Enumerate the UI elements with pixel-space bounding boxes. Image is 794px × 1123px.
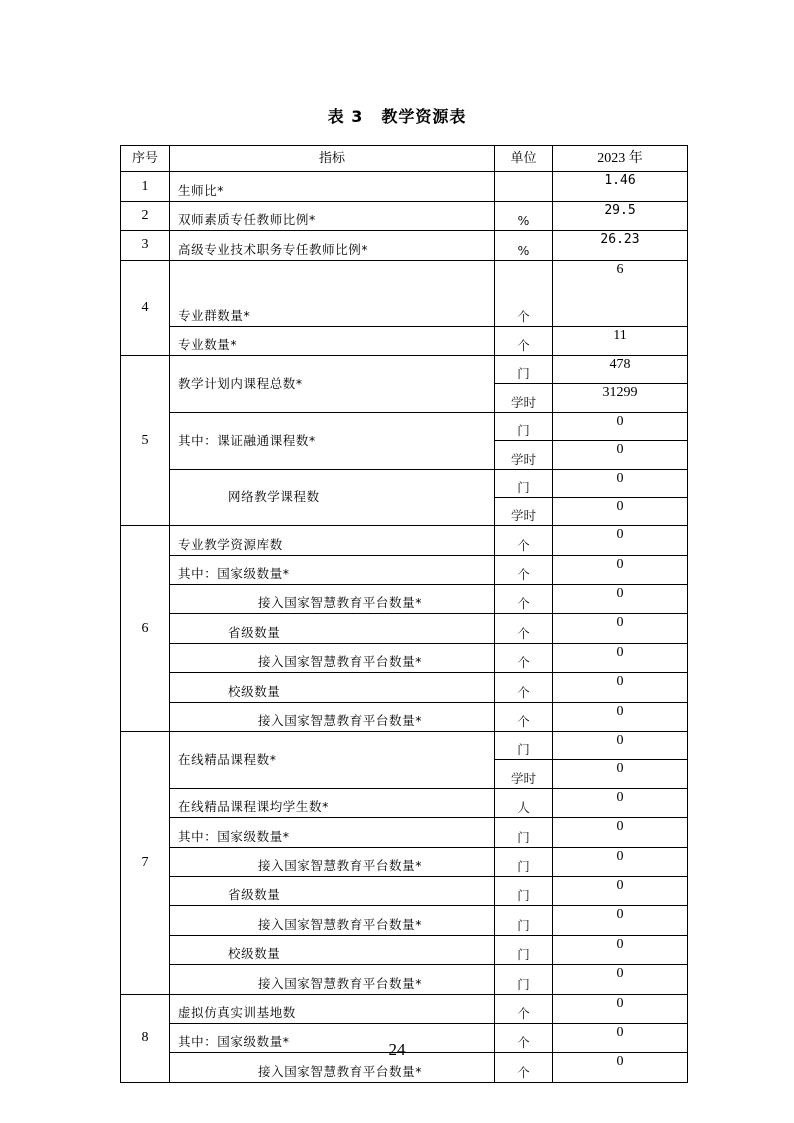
unit-cell: 门 <box>495 876 553 905</box>
unit-cell: 个 <box>495 994 553 1023</box>
unit-cell: % <box>495 231 553 260</box>
header-unit: 单位 <box>495 146 553 172</box>
unit-cell: 个 <box>495 555 553 584</box>
value-cell: 6 <box>553 260 688 326</box>
unit-cell: 门 <box>495 935 553 964</box>
indicator-cell: 接入国家智慧教育平台数量* <box>170 1053 495 1082</box>
table-row <box>121 965 688 994</box>
value-cell: 0 <box>553 935 688 964</box>
table-row <box>121 172 688 201</box>
indicator-cell: 其中：国家级数量* <box>170 555 495 584</box>
indicator-cell: 省级数量 <box>170 614 495 643</box>
value-cell: 0 <box>553 847 688 876</box>
unit-cell: 个 <box>495 1023 553 1052</box>
row-no: 5 <box>121 355 170 525</box>
value-cell: 0 <box>553 555 688 584</box>
unit-cell: 门 <box>495 412 553 440</box>
row-no: 7 <box>121 732 170 995</box>
row-no: 3 <box>121 231 170 260</box>
value-cell: 478 <box>553 355 688 383</box>
row-no: 4 <box>121 260 170 355</box>
unit-cell: 个 <box>495 643 553 672</box>
table-row <box>121 732 688 760</box>
value-cell: 31299 <box>553 384 688 412</box>
value-cell: 0 <box>553 732 688 760</box>
indicator-cell: 在线精品课程数* <box>170 732 495 789</box>
unit-cell: 个 <box>495 702 553 731</box>
unit-cell: 门 <box>495 732 553 760</box>
value-cell: 0 <box>553 965 688 994</box>
indicator-cell: 在线精品课程课均学生数* <box>170 788 495 817</box>
unit-cell: 门 <box>495 847 553 876</box>
indicator-cell: 教学计划内课程总数* <box>170 355 495 412</box>
table-row <box>121 326 688 355</box>
unit-cell <box>495 172 553 201</box>
table-row <box>121 906 688 935</box>
unit-cell: 门 <box>495 906 553 935</box>
table-number: 表 3 <box>327 107 364 126</box>
unit-cell: 个 <box>495 585 553 614</box>
header-row <box>121 146 688 172</box>
value-cell: 0 <box>553 994 688 1023</box>
indicator-cell: 网络教学课程数 <box>170 469 495 526</box>
indicator-cell: 专业群数量* <box>170 260 495 326</box>
value-cell: 0 <box>553 526 688 555</box>
value-cell: 0 <box>553 469 688 497</box>
table-name: 教学资源表 <box>381 107 467 126</box>
value-cell: 0 <box>553 760 688 788</box>
table-row <box>121 673 688 702</box>
table-row <box>121 585 688 614</box>
indicator-cell: 校级数量 <box>170 935 495 964</box>
unit-cell: 门 <box>495 355 553 383</box>
indicator-cell: 专业教学资源库数 <box>170 526 495 555</box>
value-cell: 0 <box>553 818 688 847</box>
value-cell: 0 <box>553 585 688 614</box>
table-row <box>121 231 688 260</box>
table-row <box>121 614 688 643</box>
unit-cell: 个 <box>495 326 553 355</box>
unit-cell: 人 <box>495 788 553 817</box>
unit-cell: 个 <box>495 260 553 326</box>
table-row <box>121 994 688 1023</box>
table-row <box>121 526 688 555</box>
unit-cell: % <box>495 201 553 230</box>
value-cell: 0 <box>553 441 688 469</box>
indicator-cell: 省级数量 <box>170 876 495 905</box>
value-cell: 0 <box>553 673 688 702</box>
value-cell: 0 <box>553 412 688 440</box>
value-cell: 0 <box>553 788 688 817</box>
value-cell: 0 <box>553 497 688 525</box>
table-row <box>121 818 688 847</box>
indicator-cell: 接入国家智慧教育平台数量* <box>170 643 495 672</box>
value-cell: 29.5 <box>553 201 688 230</box>
unit-cell: 个 <box>495 526 553 555</box>
indicator-cell: 其中：课证融通课程数* <box>170 412 495 469</box>
indicator-cell: 接入国家智慧教育平台数量* <box>170 847 495 876</box>
indicator-cell: 接入国家智慧教育平台数量* <box>170 585 495 614</box>
table-row <box>121 876 688 905</box>
indicator-cell: 接入国家智慧教育平台数量* <box>170 702 495 731</box>
table-row <box>121 643 688 672</box>
table-row <box>121 555 688 584</box>
value-cell: 0 <box>553 702 688 731</box>
table-title <box>0 104 794 127</box>
indicator-cell: 校级数量 <box>170 673 495 702</box>
indicator-cell: 高级专业技术职务专任教师比例* <box>170 231 495 260</box>
value-cell: 0 <box>553 643 688 672</box>
unit-cell: 学时 <box>495 497 553 525</box>
unit-cell: 个 <box>495 614 553 643</box>
table-row <box>121 412 688 440</box>
teaching-resources-table <box>120 145 688 1083</box>
indicator-cell: 专业数量* <box>170 326 495 355</box>
unit-cell: 门 <box>495 965 553 994</box>
indicator-cell: 接入国家智慧教育平台数量* <box>170 965 495 994</box>
indicator-cell: 其中：国家级数量* <box>170 1023 495 1052</box>
indicator-cell: 虚拟仿真实训基地数 <box>170 994 495 1023</box>
table-row <box>121 201 688 230</box>
unit-cell: 学时 <box>495 760 553 788</box>
table-row <box>121 260 688 326</box>
value-cell: 1.46 <box>553 172 688 201</box>
row-no: 1 <box>121 172 170 201</box>
table-row <box>121 355 688 383</box>
header-no: 序号 <box>121 146 170 172</box>
table-row <box>121 788 688 817</box>
page-number: 24 <box>388 1040 406 1059</box>
value-cell: 0 <box>553 906 688 935</box>
unit-cell: 学时 <box>495 384 553 412</box>
header-year: 2023 年 <box>553 146 688 172</box>
header-indicator: 指标 <box>170 146 495 172</box>
table-row <box>121 469 688 497</box>
unit-cell: 个 <box>495 1053 553 1082</box>
row-no: 8 <box>121 994 170 1082</box>
indicator-cell: 生师比* <box>170 172 495 201</box>
value-cell: 11 <box>553 326 688 355</box>
indicator-cell: 接入国家智慧教育平台数量* <box>170 906 495 935</box>
row-no: 2 <box>121 201 170 230</box>
unit-cell: 门 <box>495 469 553 497</box>
value-cell: 26.23 <box>553 231 688 260</box>
unit-cell: 门 <box>495 818 553 847</box>
unit-cell: 学时 <box>495 441 553 469</box>
indicator-cell: 其中：国家级数量* <box>170 818 495 847</box>
unit-cell: 个 <box>495 673 553 702</box>
value-cell: 0 <box>553 614 688 643</box>
row-no: 6 <box>121 526 170 732</box>
value-cell: 0 <box>553 876 688 905</box>
table-row <box>121 935 688 964</box>
table-row <box>121 702 688 731</box>
table-row <box>121 847 688 876</box>
indicator-cell: 双师素质专任教师比例* <box>170 201 495 230</box>
value-cell: 0 <box>553 1023 688 1052</box>
value-cell: 0 <box>553 1053 688 1082</box>
